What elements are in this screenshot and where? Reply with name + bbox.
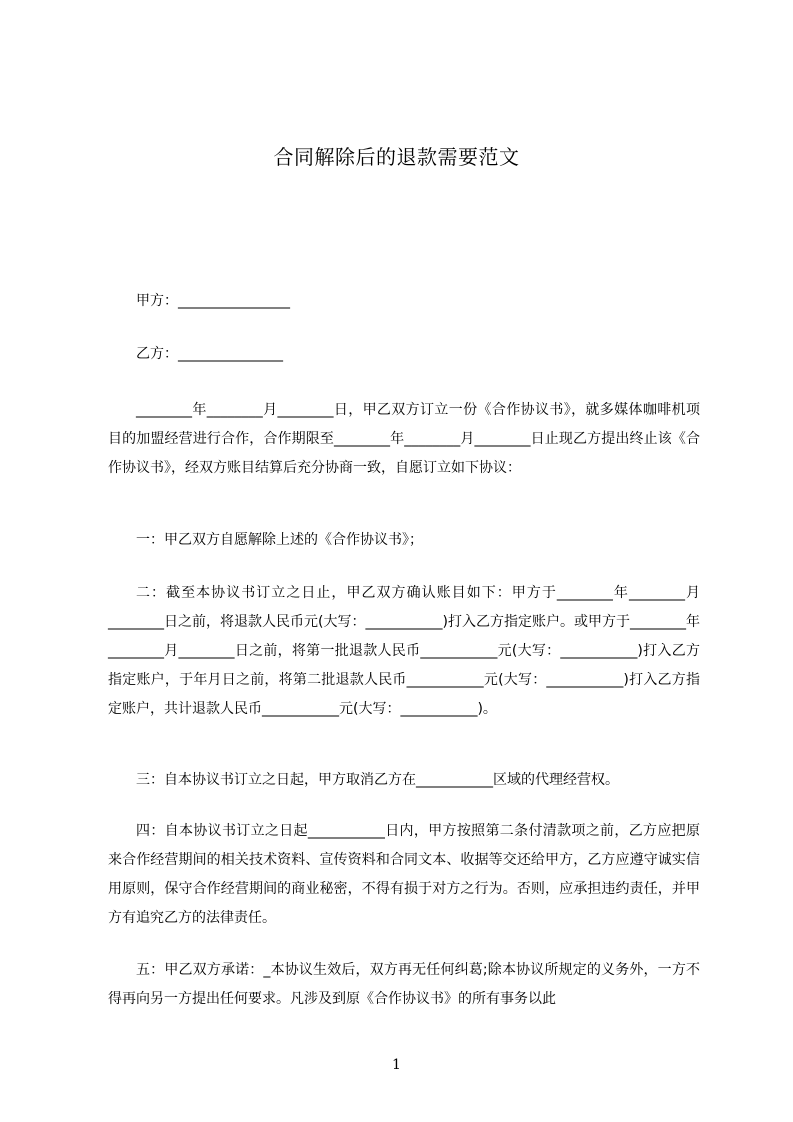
intro-paragraph: ________年________月________日，甲乙双方订立一份《合作协议书》，就多媒体咖啡机项目的加盟经营进行合作，合作期限至________年________月________日止现乙方提出终止该《合作协议书》，经双方账目结算后充分协商一致，自愿订立如下协议： [108,402,700,476]
clause-5: 五：甲乙双方承诺：_本协议生效后，双方再无任何纠葛;除本协议所规定的义务外，一方不得再向另一方提出任何要求。凡涉及到原《合作协议书》的所有事务以此 [108,962,700,1007]
clause-3: 三：自本协议书订立之日起，甲方取消乙方在___________区域的代理经营权。 [136,772,619,788]
party-b-line: 乙方：_______________ [136,346,283,362]
page-number: 1 [392,1057,401,1073]
party-a-line: 甲方：________________ [136,293,290,309]
clause-4: 四：自本协议书订立之日起___________日内，甲方按照第二条付清款项之前，乙方应把原来合作经营期间的相关技术资料、宣传资料和合同文本、收据等交还给甲方，乙方应遵守诚实信用原则，保守合作经营期间的商业秘密，不得有损于对方之行为。否则，应承担违约责任，并甲方有追究乙方的法律责任。 [108,823,700,926]
clause-2: 二：截至本协议书订立之日止，甲乙双方确认账目如下：甲方于________年________月________日之前，将退款人民币元(大写：___________)打入乙方指定账户。或甲方于________年________月________日之前，将第一批退款人民币___________元(大写：___________)打入乙方指定账户，于年月日之前，将第二批退款人民币___________元(大写：___________)打入乙方指定账户，共计退款人民币___________元(大写：___________)。 [108,585,700,717]
clause-1: 一：甲乙双方自愿解除上述的《合作协议书》； [136,532,423,548]
document-title: 合同解除后的退款需要范文 [273,145,520,169]
